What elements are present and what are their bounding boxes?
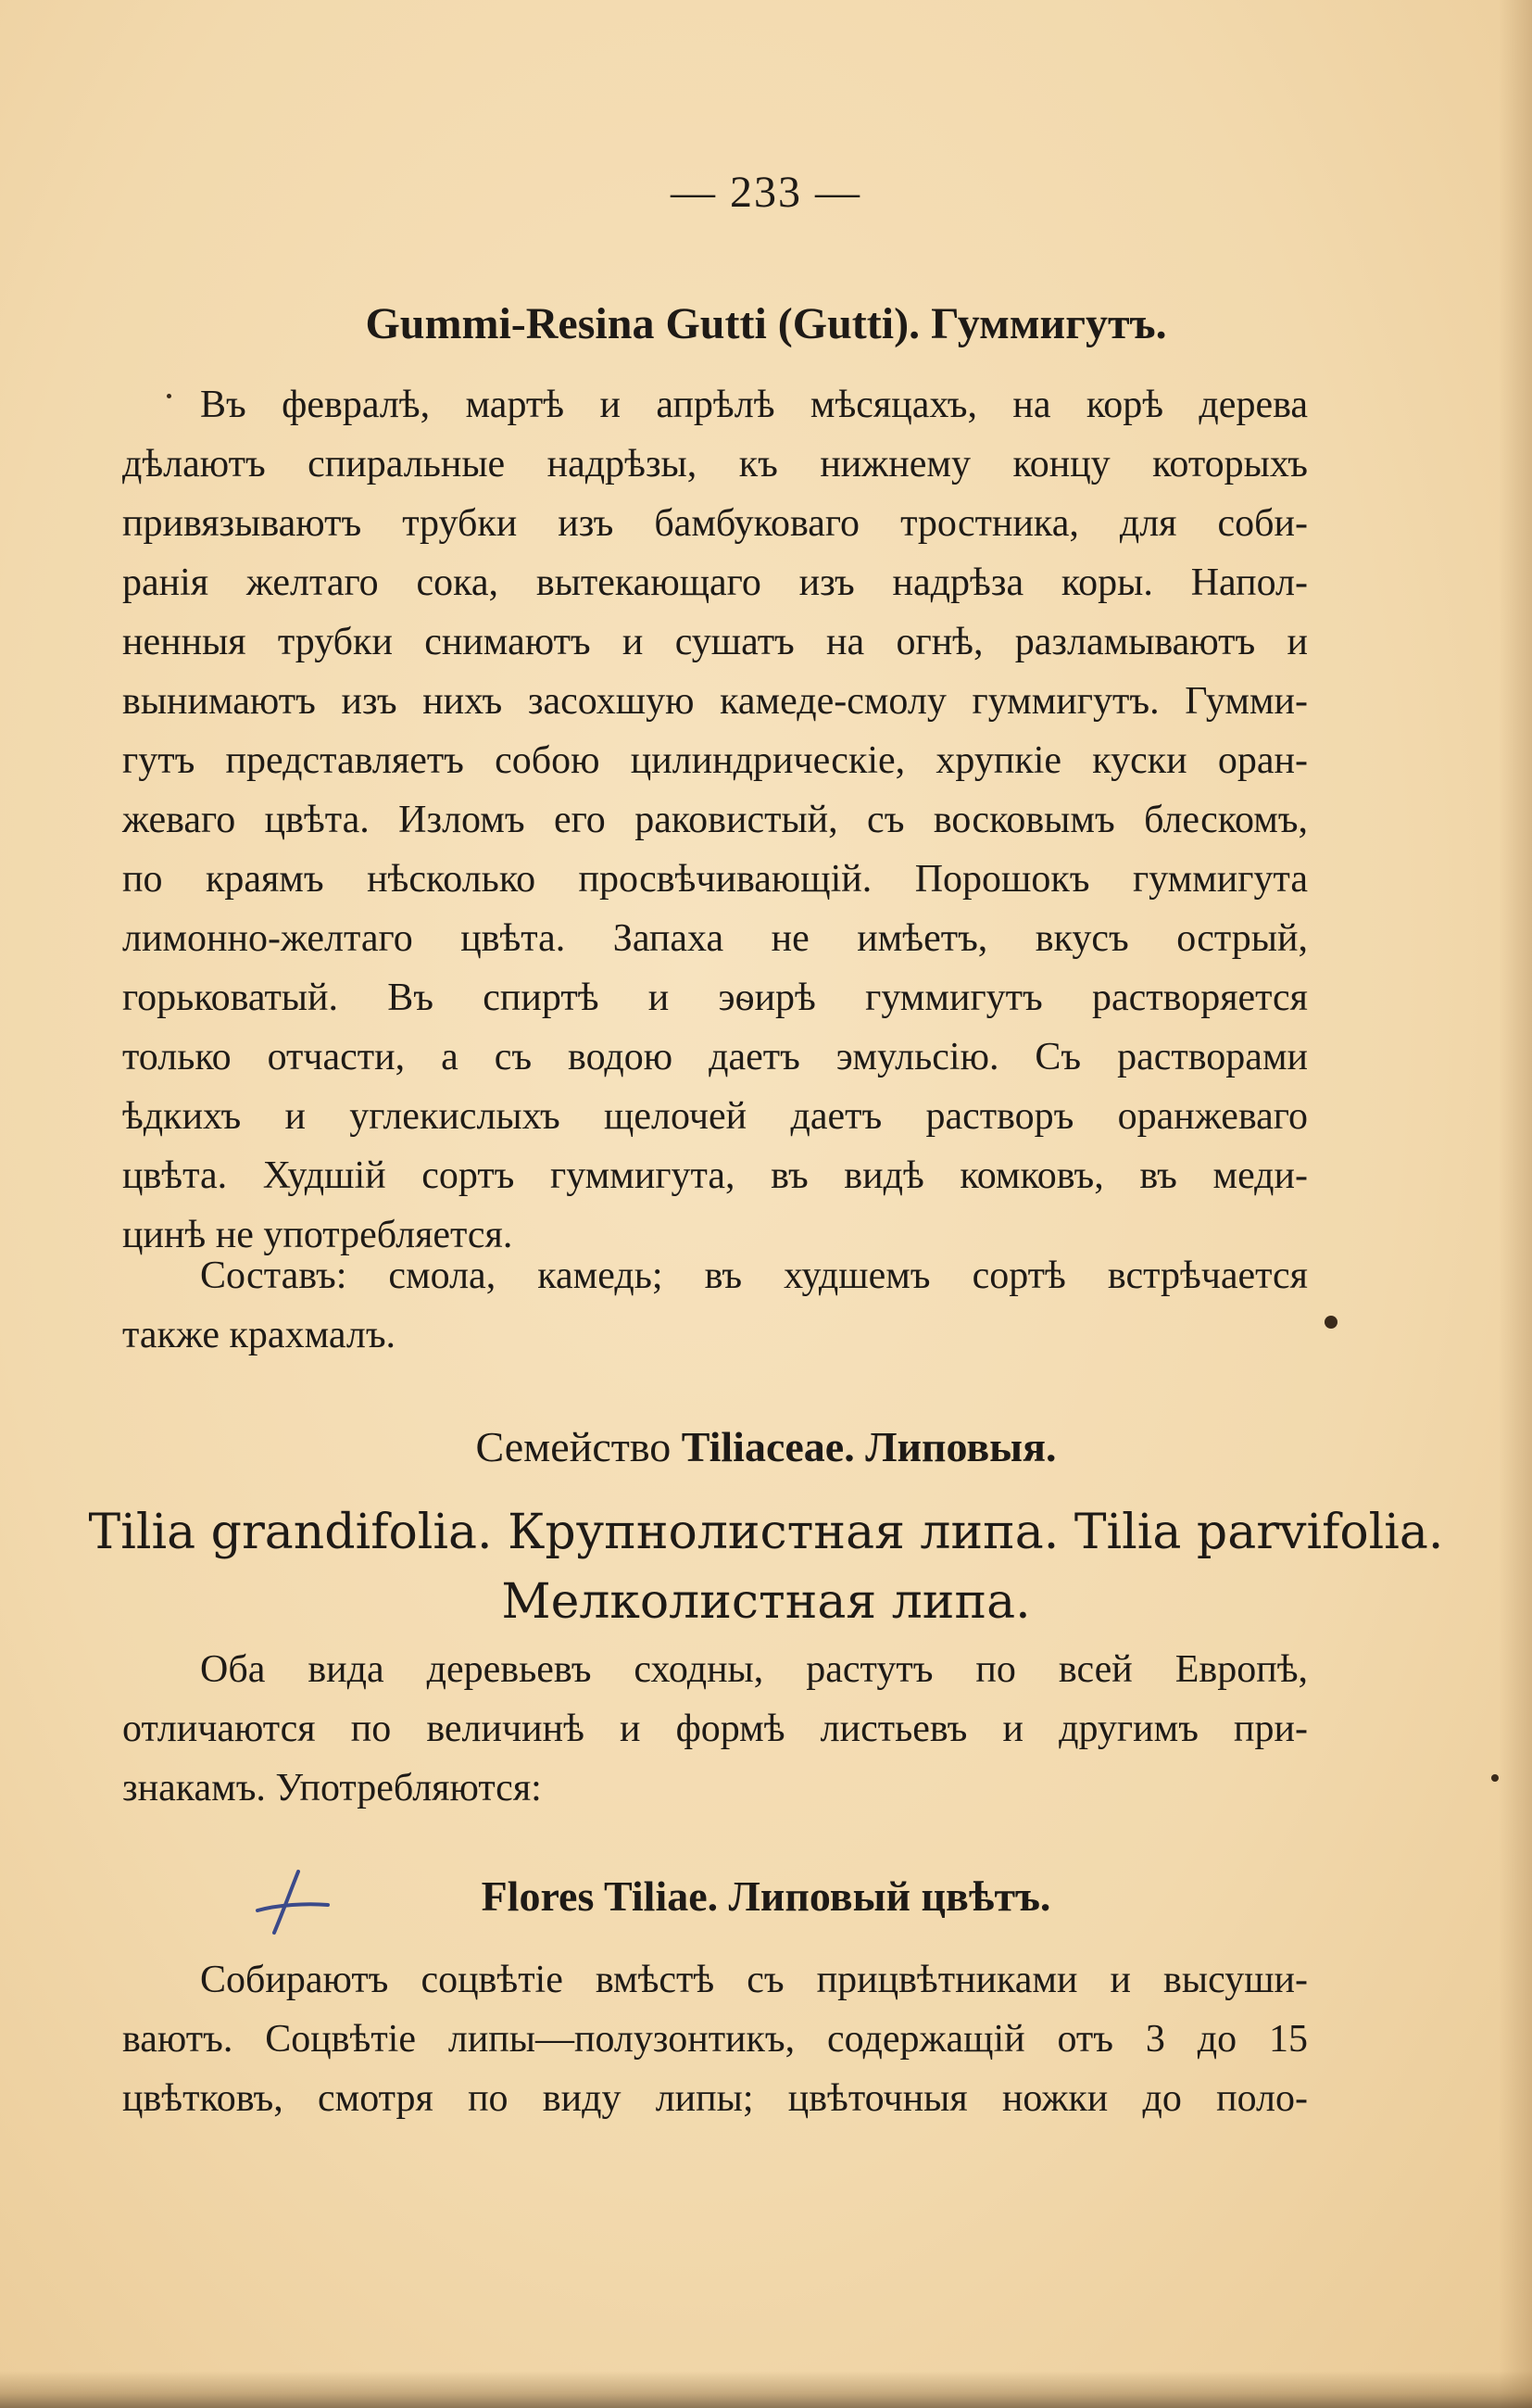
heading-family-tiliaceae [0, 1422, 1532, 1471]
heading-family-prefix: Семейство [475, 1423, 682, 1470]
text-line: ваютъ. Соцвѣтіе липы—полузонтикъ, содержащій отъ 3 до 15 [122, 2018, 1308, 2061]
ink-speck [1325, 1316, 1337, 1329]
text-line: отличаются по величинѣ и формѣ листьевъ и другимъ при- [122, 1708, 1308, 1750]
page-edge-shadow [1499, 0, 1532, 2408]
text-line: лимонно-желтаго цвѣта. Запаха не имѣетъ, вкусъ острый, [122, 917, 1308, 960]
text-line: также крахмалъ. [122, 1314, 396, 1356]
text-line: Въ февралѣ, мартѣ и апрѣлѣ мѣсяцахъ, на корѣ дерева [200, 384, 1308, 426]
heading-gummi-resina-gutti: Gummi-Resina Gutti (Gutti). Гуммигутъ. [365, 299, 1167, 348]
text-line: вынимаютъ изъ нихъ засохшую камеде-смолу гуммигутъ. Гумми- [122, 680, 1308, 723]
text-line: ѣдкихъ и углекислыхъ щелочей даетъ растворъ оранжеваго [122, 1095, 1308, 1138]
text-line: Составъ: смола, камедь; въ худшемъ сортѣ встрѣчается [200, 1254, 1308, 1297]
text-line: жеваго цвѣта. Изломъ его раковистый, съ восковымъ блескомъ, [122, 799, 1308, 841]
text-line: Собираютъ соцвѣтіе вмѣстѣ съ прицвѣтниками и высуши- [200, 1959, 1308, 2001]
text-line: привязываютъ трубки изъ бамбуковаго тростника, для соби- [122, 502, 1308, 545]
title-tilia-species [0, 1498, 1532, 1637]
text-line: только отчасти, а съ водою даетъ эмульсію. Съ растворами [122, 1036, 1308, 1078]
paragraph-gutti [122, 375, 1308, 1265]
paragraph-tilia [122, 1640, 1308, 1818]
text-line: ранія желтаго сока, вытекающаго изъ надрѣза коры. Напол- [122, 561, 1308, 604]
text-line: цинѣ не употребляется. [122, 1214, 513, 1256]
paragraph-composition [122, 1246, 1308, 1365]
title-line: Tilia grandifolia. Крупнолистная липа. Tilia parvifolia. [88, 1505, 1444, 1560]
heading-family-name: Tiliaceae. Липовыя. [681, 1423, 1057, 1470]
ink-speck [167, 394, 171, 398]
text-line: цвѣта. Худшій сортъ гуммигута, въ видѣ комковъ, въ меди- [122, 1154, 1308, 1197]
title-line: Мелколистная липа. [501, 1574, 1031, 1630]
text-line: дѣлаютъ спиральные надрѣзы, къ нижнему концу которыхъ [122, 443, 1308, 485]
heading-flores-tiliae: Flores Tiliae. Липовый цвѣтъ. [481, 1872, 1051, 1920]
text-line: Оба вида деревьевъ сходны, растутъ по всей Европѣ, [200, 1648, 1308, 1691]
text-line: горьковатый. Въ спиртѣ и эѳирѣ гуммигутъ растворяется [122, 977, 1308, 1019]
text-line: цвѣтковъ, смотря по виду липы; цвѣточныя ножки до поло- [122, 2077, 1308, 2120]
text-line: знакамъ. Употребляются: [122, 1767, 542, 1809]
page-bottom-edge [0, 2371, 1532, 2408]
page-number: — 233 — [671, 168, 861, 217]
text-line: ненныя трубки снимаютъ и сушатъ на огнѣ, разламываютъ и [122, 621, 1308, 663]
paragraph-flores [122, 1950, 1308, 2128]
text-line: гутъ представляетъ собою цилиндрическіе, хрупкіе куски оран- [122, 739, 1308, 782]
text-line: по краямъ нѣсколько просвѣчивающій. Порошокъ гуммигута [122, 858, 1308, 901]
ink-speck [1491, 1774, 1499, 1782]
